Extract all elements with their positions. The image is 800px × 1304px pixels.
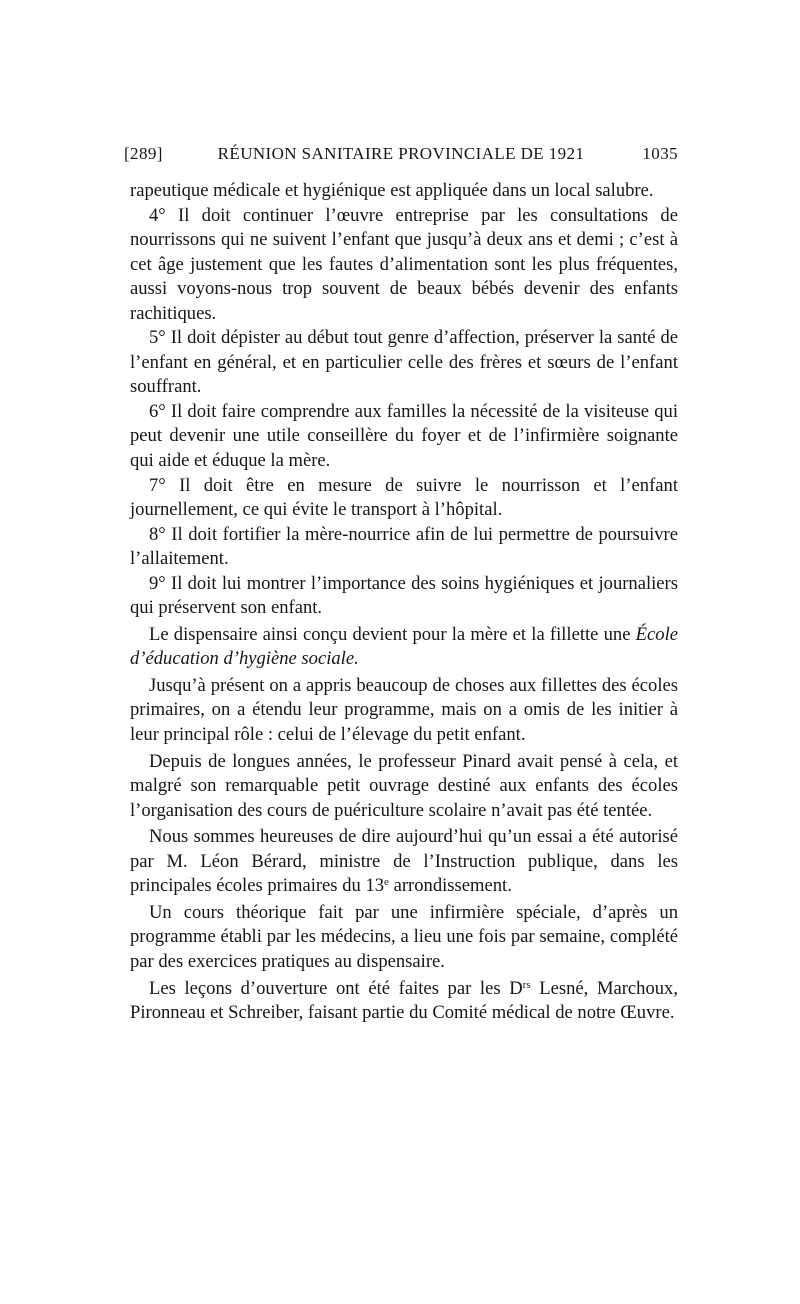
page-body <box>130 179 678 1026</box>
page-reference: [289] <box>124 144 163 163</box>
paragraph-item-5: 5° Il doit dépister au début tout genre d’affection, préserver la santé de l’enfant en général, et en particulier celle des frères et sœurs de l’enfant souffrant. <box>130 327 678 398</box>
paragraph-item-4: 4° Il doit continuer l’œuvre entreprise par les consultations de nourrissons qui ne suivent l’enfant que jusqu’à deux ans et demi ; c’est à cet âge justement que les fautes d’alimentation sont les plus fréquentes, aussi voyons-nous trop souvent de beaux bébés devenir des enfants rachitiques. <box>130 204 678 324</box>
paragraph-lecons-end: Lesné, Marchoux, Pironneau et Schreiber, faisant partie du Comité médical de notre Œuvre. <box>130 977 679 1024</box>
paragraph-essai-end: arrondissement. <box>393 875 512 897</box>
paragraph-essai <box>130 825 678 899</box>
doctors-abbrev: D <box>509 977 523 999</box>
school-emphasis: École d’éducation d’hygiène sociale. <box>130 623 678 670</box>
paragraph-item-6: 6° Il doit faire comprendre aux familles la nécessité de la visiteuse qui peut devenir une utile conseillère du foyer et de l’infirmière soignante qui aide et éduque la mère. <box>130 400 678 472</box>
paragraph-item-8: 8° Il doit fortifier la mère-nourrice afin de lui permettre de poursuivre l’allaitement. <box>130 523 678 570</box>
paragraph-cours: Un cours théorique fait par une infirmière spéciale, d’après un programme établi par les médecins, a lieu une fois par semaine, complété par des exercices pratiques au dispensaire. <box>130 901 678 972</box>
arrondissement-number: 13 <box>365 875 385 897</box>
running-title: RÉUNION SANITAIRE PROVINCIALE DE 1921 <box>217 144 585 163</box>
doctors-abbrev-sup: rs <box>522 978 531 991</box>
paragraph-essai-text: Nous sommes heureuses de dire aujourd’hui qu’un essai a été autorisé par M. Léon Bérard, ministre de l’Instruction publique, dans les principales écoles primaires du <box>130 826 678 897</box>
paragraph-lecons <box>130 977 678 1026</box>
paragraph-dispensaire-text: Le dispensaire ainsi conçu devient pour la mère et la fillette une <box>149 623 631 645</box>
paragraph-item-7: 7° Il doit être en mesure de suivre le nourrisson et l’enfant journellement, ce qui évite le transport à l’hôpital. <box>130 474 678 521</box>
paragraph-pinard: Depuis de longues années, le professeur Pinard avait pensé à cela, et malgré son remarquable petit ouvrage destiné aux enfants des écoles l’organisation des cours de puériculture scolaire n’avait pas été tentée. <box>130 750 678 821</box>
paragraph-ecoles: Jusqu’à présent on a appris beaucoup de choses aux fillettes des écoles primaires, on a étendu leur programme, mais on a omis de les initier à leur principal rôle : celui de l’élevage du petit enfant. <box>130 674 678 746</box>
paragraph-continued: rapeutique médicale et hygiénique est appliquée dans un local salubre. <box>130 180 654 201</box>
paragraph-item-9: 9° Il doit lui montrer l’importance des soins hygiéniques et journaliers qui préservent son enfant. <box>130 572 678 619</box>
page-header <box>124 144 678 170</box>
ordinal-suffix: e <box>384 876 389 889</box>
paragraph-dispensaire <box>130 623 678 672</box>
paragraph-lecons-text: Les leçons d’ouverture ont été faites par les <box>149 977 501 999</box>
page-number: 1035 <box>642 144 678 163</box>
